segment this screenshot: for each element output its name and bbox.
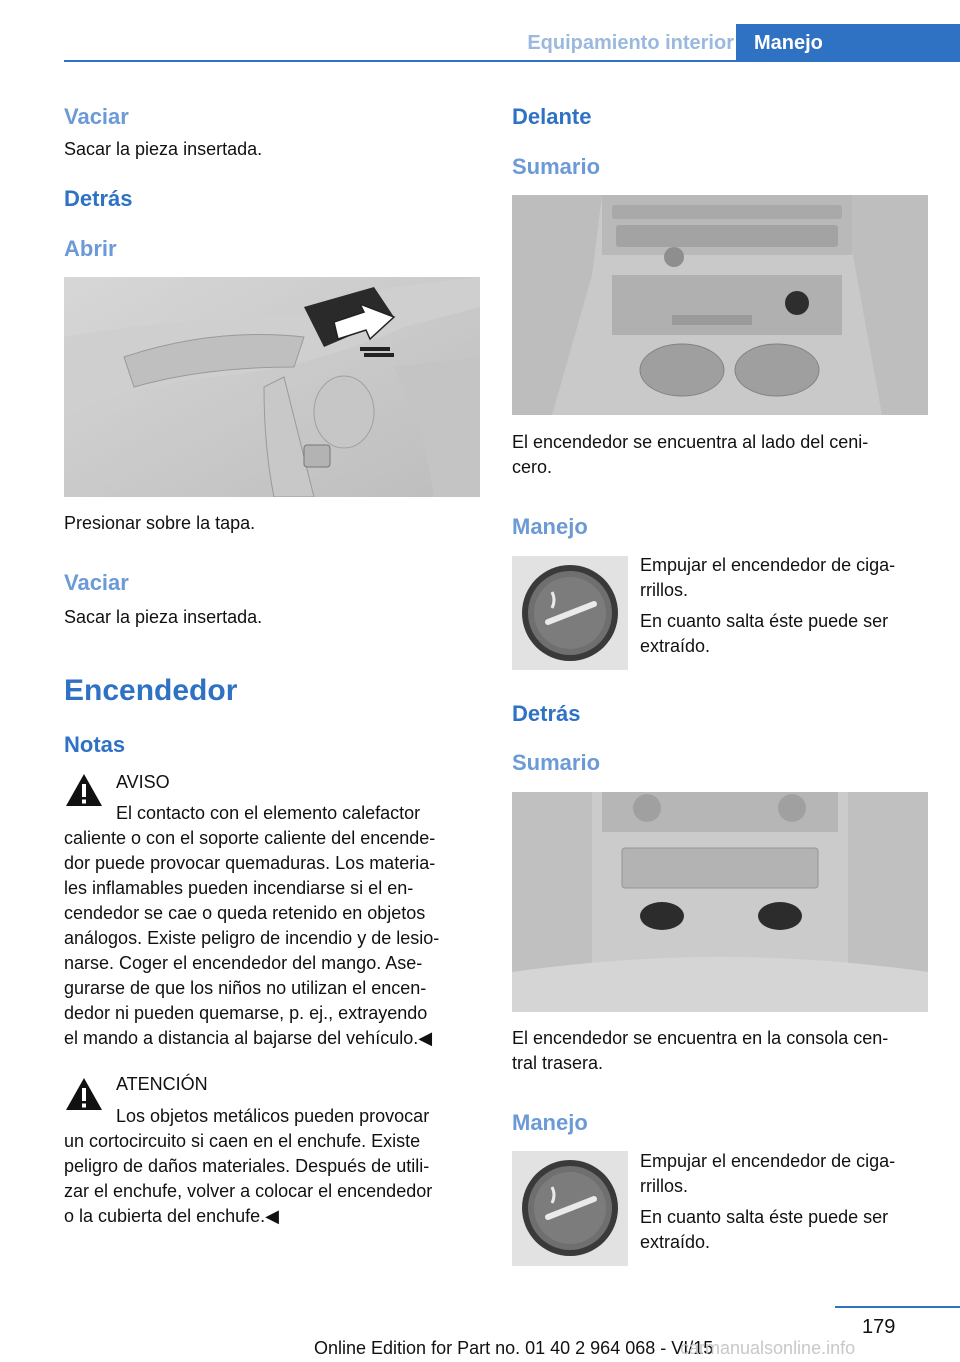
manejo-1-instruction-1-line: Empujar el encendedor de ciga‐ xyxy=(640,555,896,575)
delante-heading: Delante xyxy=(512,104,592,129)
lighter-button-image-2 xyxy=(512,1151,628,1266)
manejo-2-instruction-2-line: extraído. xyxy=(640,1232,711,1252)
manejo-heading-2: Manejo xyxy=(512,1110,588,1135)
sumario-heading-1: Sumario xyxy=(512,154,601,179)
aviso-line: les inflamables pueden incendiarse si el en‐ xyxy=(64,878,414,898)
aviso-label: AVISO xyxy=(116,772,170,792)
aviso-line: dor puede provocar quemaduras. Los materia‐ xyxy=(64,853,436,873)
header-chapter-tab: Manejo xyxy=(736,24,960,62)
notas-heading: Notas xyxy=(64,732,126,757)
detras-heading-right: Detrás xyxy=(512,701,581,726)
vaciar-heading-2: Vaciar xyxy=(64,570,129,595)
atencion-first-line: Los objetos metálicos pueden provocar xyxy=(116,1106,430,1126)
header-rule xyxy=(64,60,960,62)
manejo-1-instruction-2 xyxy=(640,609,888,659)
vaciar-heading-1: Vaciar xyxy=(64,104,129,129)
caution-triangle-icon xyxy=(64,1076,104,1112)
warning-triangle-icon xyxy=(64,772,104,808)
vaciar-text-1: Sacar la pieza insertada. xyxy=(64,139,263,159)
aviso-line: gurarse de que los niños no utilizan el encen‐ xyxy=(64,978,427,998)
aviso-line: el mando a distancia al bajarse del vehículo.◀ xyxy=(64,1028,433,1048)
page-number: 179 xyxy=(862,1316,896,1338)
detras-heading-left: Detrás xyxy=(64,186,133,211)
manejo-1-instruction-1 xyxy=(640,553,895,603)
sumario-caption-2-line: El encendedor se encuentra en la consola cen‐ xyxy=(512,1028,889,1048)
edition-footer: Online Edition for Part no. 01 40 2 964 068 - VI/15 xyxy=(314,1338,714,1358)
aviso-line: narse. Coger el encendedor del mango. Ase‐ xyxy=(64,953,423,973)
sumario-caption-2-line: tral trasera. xyxy=(512,1053,604,1073)
aviso-first-line: El contacto con el elemento calefactor xyxy=(116,803,421,823)
aviso-body xyxy=(64,826,439,1051)
manejo-2-instruction-1 xyxy=(640,1149,895,1199)
header-section-title: Equipamiento interior xyxy=(527,32,734,54)
atencion-label: ATENCIÓN xyxy=(116,1074,208,1094)
sumario-heading-2: Sumario xyxy=(512,750,601,775)
front-console-image xyxy=(512,195,928,415)
aviso-line: caliente o con el soporte caliente del encende‐ xyxy=(64,828,436,848)
aviso-line: dedor ni pueden quemarse, p. ej., extrayendo xyxy=(64,1003,428,1023)
aviso-line: análogos. Existe peligro de incendio y de lesio‐ xyxy=(64,928,440,948)
manejo-2-instruction-2-line: En cuanto salta éste puede ser xyxy=(640,1207,889,1227)
vaciar-text-2: Sacar la pieza insertada. xyxy=(64,607,263,627)
manejo-1-instruction-2-line: extraído. xyxy=(640,636,711,656)
abrir-caption: Presionar sobre la tapa. xyxy=(64,513,256,533)
sumario-caption-2 xyxy=(512,1026,888,1076)
lighter-button-image-1 xyxy=(512,556,628,670)
sumario-caption-1-line: El encendedor se encuentra al lado del ceni‐ xyxy=(512,432,869,452)
atencion-line: peligro de daños materiales. Después de utili‐ xyxy=(64,1156,430,1176)
rear-console-image xyxy=(512,792,928,1012)
manejo-2-instruction-1-line: Empujar el encendedor de ciga‐ xyxy=(640,1151,896,1171)
encendedor-heading: Encendedor xyxy=(64,674,238,707)
sumario-caption-1 xyxy=(512,430,868,480)
manejo-2-instruction-1-line: rrillos. xyxy=(640,1176,688,1196)
manejo-1-instruction-1-line: rrillos. xyxy=(640,580,688,600)
sumario-caption-1-line: cero. xyxy=(512,457,553,477)
manejo-2-instruction-2 xyxy=(640,1205,888,1255)
atencion-line: o la cubierta del enchufe.◀ xyxy=(64,1206,279,1226)
abrir-heading: Abrir xyxy=(64,236,117,261)
manejo-heading-1: Manejo xyxy=(512,514,588,539)
atencion-line: un cortocircuito si caen en el enchufe. Existe xyxy=(64,1131,421,1151)
manejo-1-instruction-2-line: En cuanto salta éste puede ser xyxy=(640,611,889,631)
footer-rule xyxy=(835,1306,960,1308)
watermark: carmanualsonline.info xyxy=(680,1338,856,1358)
aviso-line: cendedor se cae o queda retenido en objetos xyxy=(64,903,426,923)
atencion-body xyxy=(64,1129,432,1229)
door-handle-image xyxy=(64,277,480,497)
atencion-line: zar el enchufe, volver a colocar el encendedor xyxy=(64,1181,433,1201)
